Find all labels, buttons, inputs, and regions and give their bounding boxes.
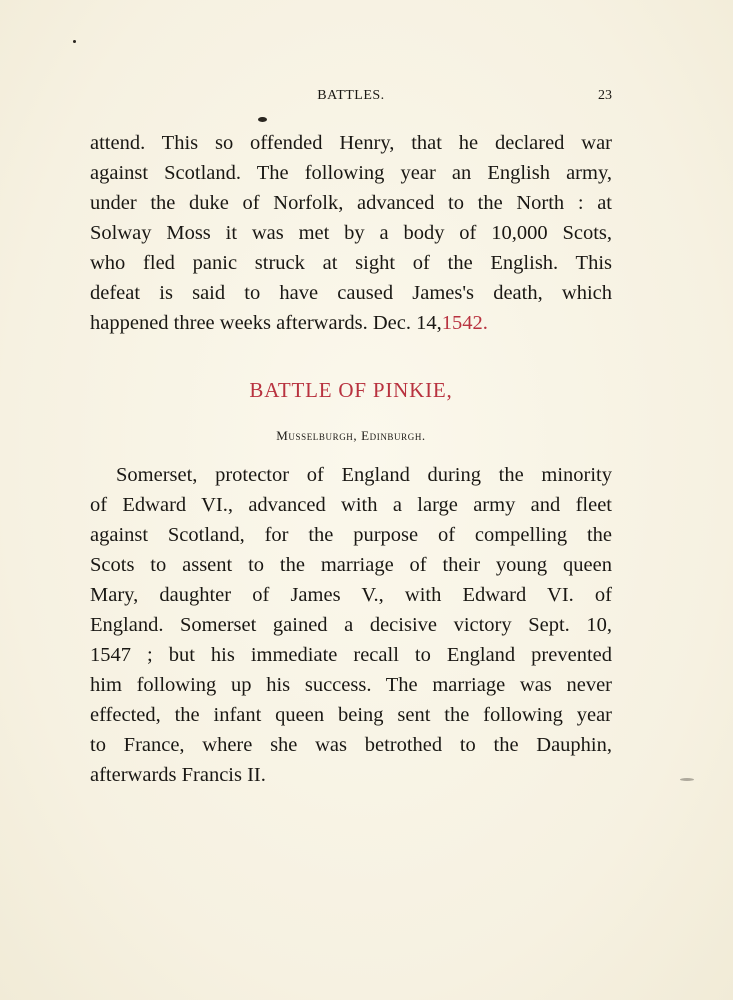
text-line-last [90,308,612,338]
line-text: happened three weeks afterwards. Dec. 14, [90,312,442,334]
text-line: under the duke of Norfolk, advanced to the North : at [90,192,612,214]
text-line: him following up his success. The marriage was never [90,674,612,696]
running-title: BATTLES. [317,88,385,103]
text-line: Solway Moss it was met by a body of 10,000 Scots, [90,222,612,244]
text-line: attend. This so offended Henry, that he declared war [90,132,612,154]
body-paragraph [90,460,612,790]
text-line: who fled panic struck at sight of the English. This [90,252,612,274]
section-title: BATTLE OF PINKIE, [249,378,453,402]
text-line: Mary, daughter of James V., with Edward VI. of [90,584,612,606]
top-paragraph [90,128,612,338]
text-line: of Edward VI., advanced with a large army and fleet [90,494,612,516]
running-head [90,88,612,110]
text-line: to France, where she was betrothed to the Dauphin, [90,734,612,756]
page-number: 23 [598,88,612,103]
text-line-last: afterwards Francis II. [90,764,266,786]
text-line: 1547 ; but his immediate recall to England prevented [90,644,612,666]
text-line: effected, the infant queen being sent the following year [90,704,612,726]
ink-speck [258,117,267,122]
text-line: England. Somerset gained a decisive victory Sept. 10, [90,614,612,636]
ink-speck [680,778,694,781]
text-line: against Scotland. The following year an English army, [90,162,612,184]
text-line: Somerset, protector of England during the minority [116,464,612,486]
text-line: Scots to assent to the marriage of their young queen [90,554,612,576]
ink-speck [73,40,76,43]
margin-year: 1542. [441,312,488,334]
text-line: against Scotland, for the purpose of compelling the [90,524,612,546]
place-subheading: Musselburgh, Edinburgh. [276,428,426,443]
text-line: defeat is said to have caused James's death, which [90,282,612,304]
